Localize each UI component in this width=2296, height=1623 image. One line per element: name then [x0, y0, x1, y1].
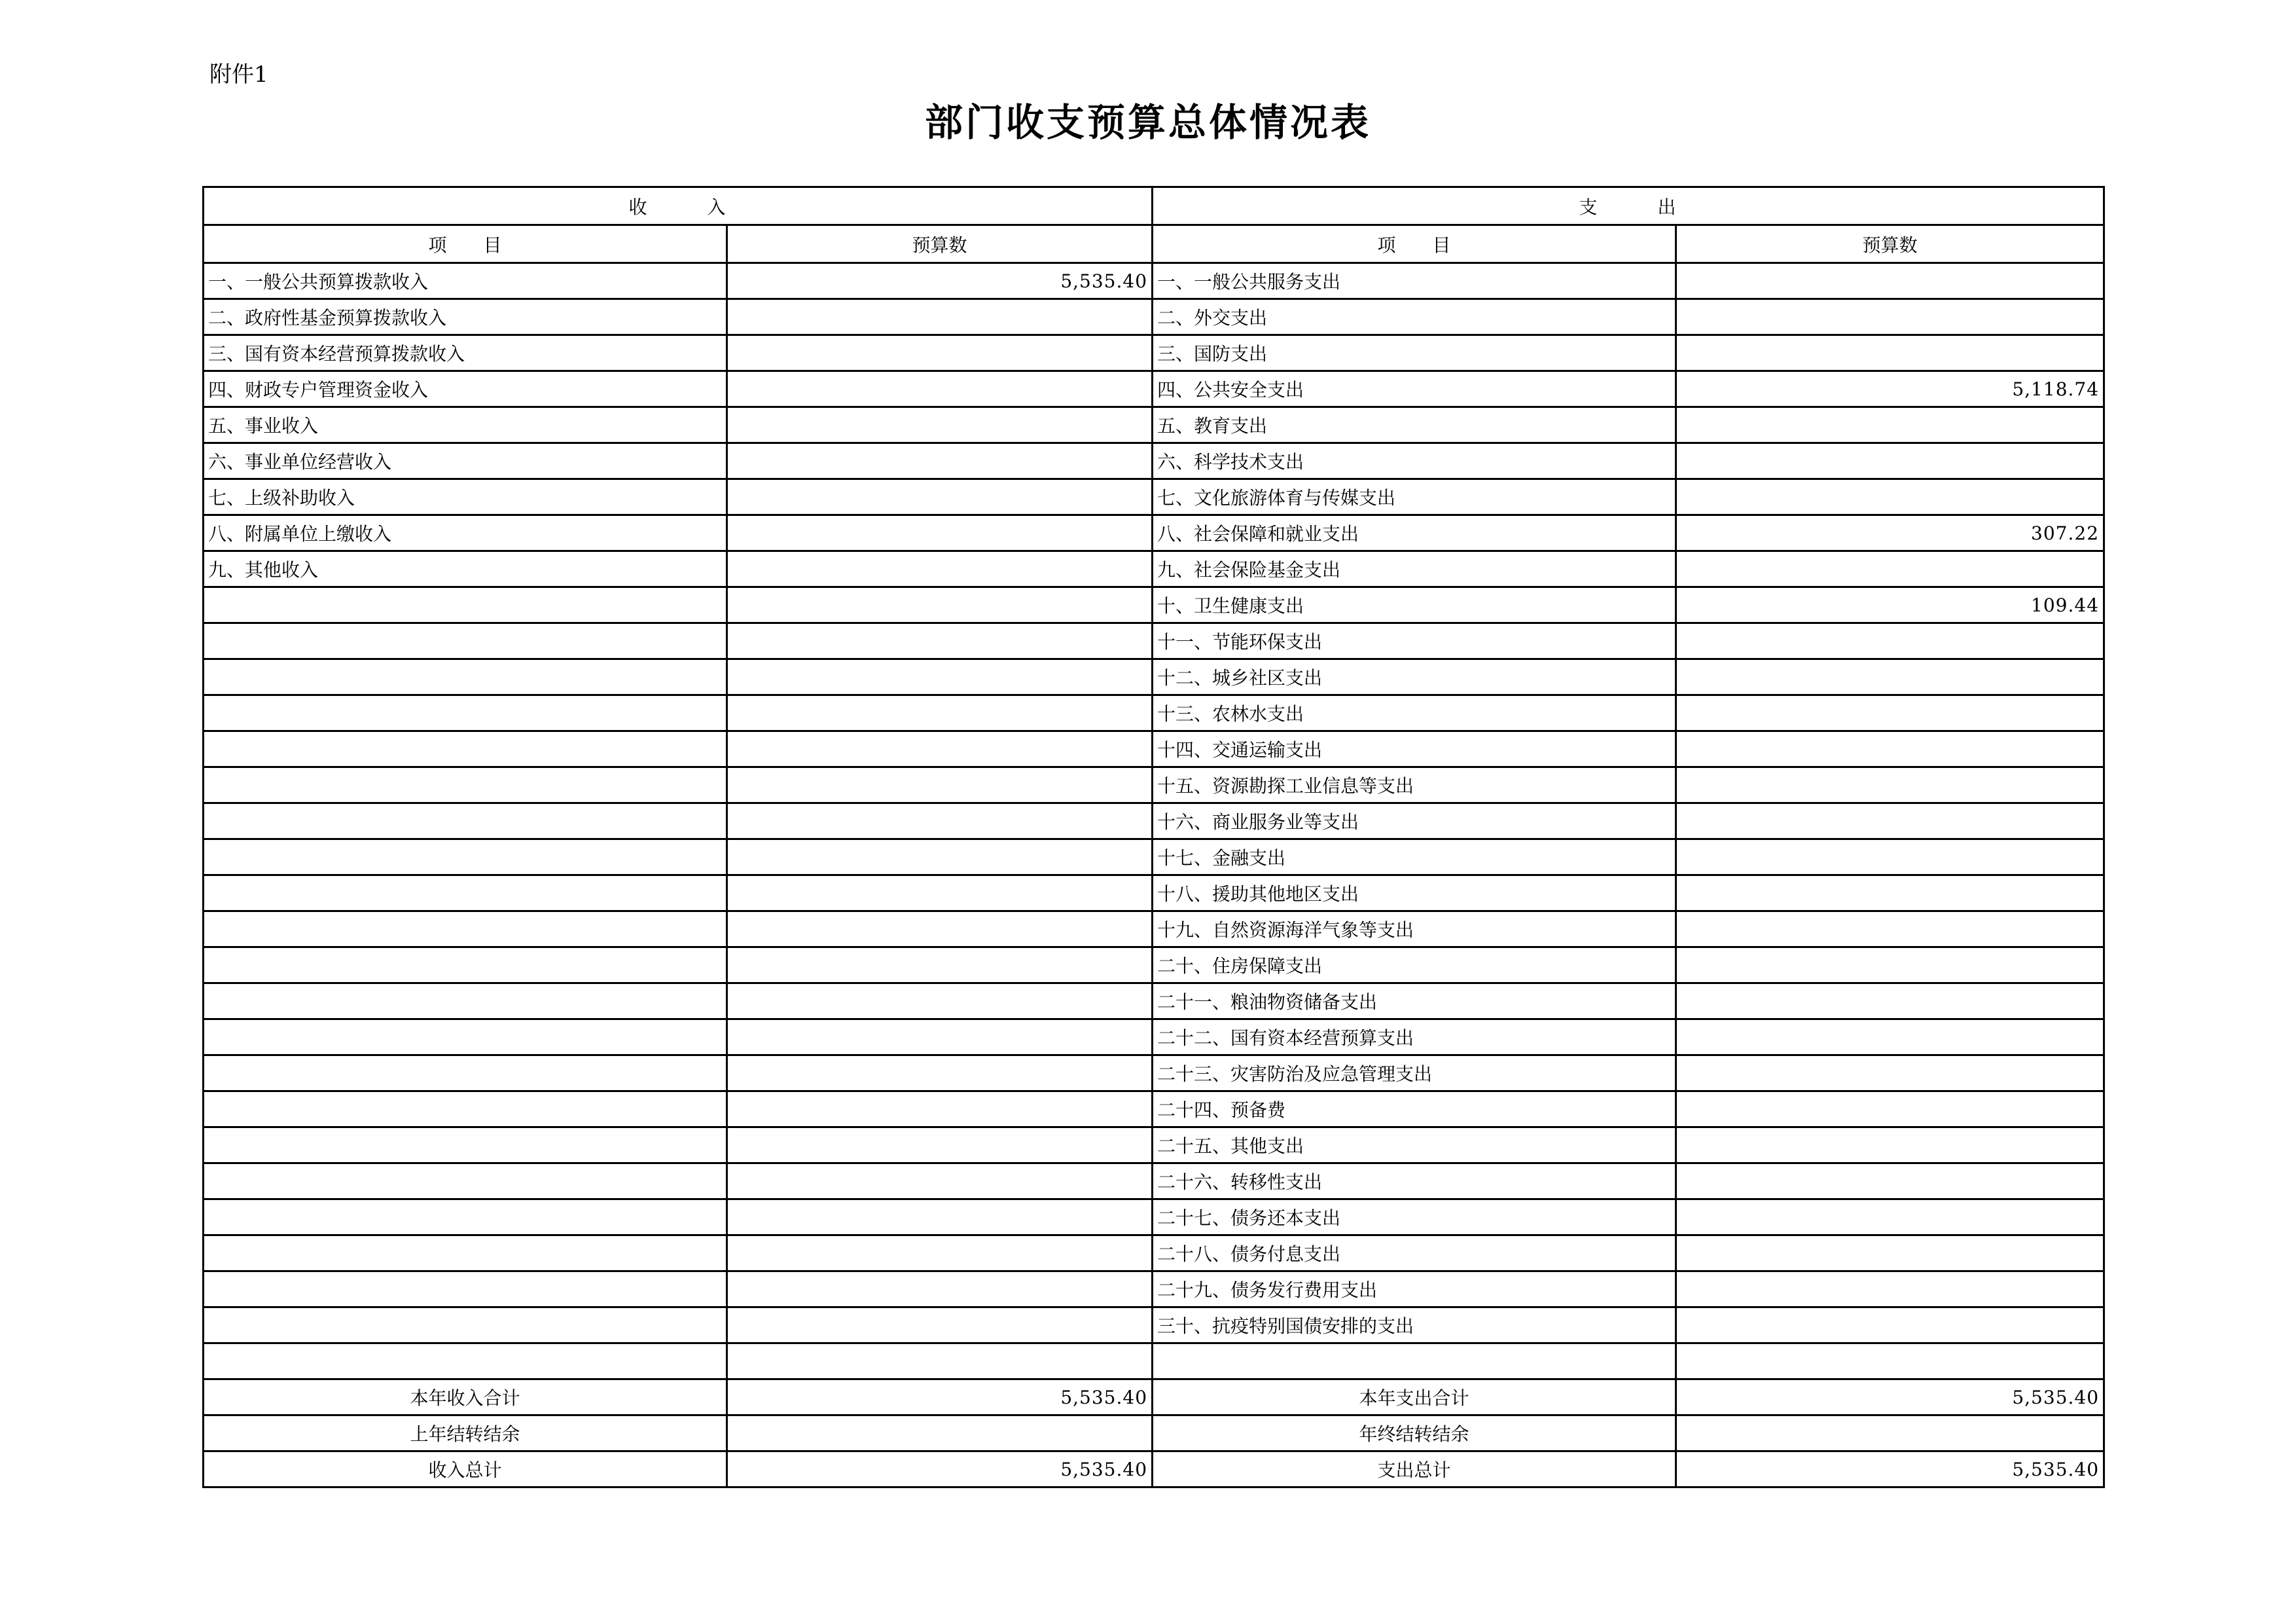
- expense-budget-cell: [1676, 1415, 2104, 1451]
- expense-item-cell: 六、科学技术支出: [1153, 443, 1676, 479]
- income-item-cell: 二、政府性基金预算拨款收入: [204, 299, 727, 335]
- expense-item-cell: 四、公共安全支出: [1153, 371, 1676, 407]
- expense-item-cell: 十、卫生健康支出: [1153, 587, 1676, 623]
- income-section-header: 收 入: [204, 187, 1153, 225]
- income-budget-cell: [727, 479, 1153, 515]
- expense-item-cell: 二十九、债务发行费用支出: [1153, 1271, 1676, 1307]
- table-row: [204, 515, 2104, 551]
- expense-budget-cell: [1676, 947, 2104, 983]
- table-row: [204, 659, 2104, 695]
- table-row: [204, 1235, 2104, 1271]
- expense-budget-cell: [1676, 1055, 2104, 1091]
- expense-budget-cell: 109.44: [1676, 587, 2104, 623]
- expense-item-cell: 二十四、预备费: [1153, 1091, 1676, 1127]
- expense-budget-cell: [1676, 443, 2104, 479]
- table-row: [204, 1091, 2104, 1127]
- income-item-cell: [204, 1127, 727, 1163]
- table-row: [204, 1199, 2104, 1235]
- income-item-cell: [204, 731, 727, 767]
- expense-budget-cell: [1676, 407, 2104, 443]
- expense-budget-cell: [1676, 479, 2104, 515]
- income-item-cell: [204, 983, 727, 1019]
- expense-budget-cell: [1676, 335, 2104, 371]
- income-item-header: 项 目: [204, 225, 727, 263]
- expense-budget-cell: [1676, 839, 2104, 875]
- expense-budget-cell: [1676, 551, 2104, 587]
- income-budget-cell: [727, 1235, 1153, 1271]
- table-row: [204, 695, 2104, 731]
- table-row: [204, 1019, 2104, 1055]
- income-budget-cell: [727, 1127, 1153, 1163]
- expense-budget-cell: [1676, 623, 2104, 659]
- table-row: [204, 839, 2104, 875]
- expense-budget-cell: [1676, 1019, 2104, 1055]
- expense-item-cell: 二十一、粮油物资储备支出: [1153, 983, 1676, 1019]
- expense-budget-cell: [1676, 299, 2104, 335]
- table-row: [204, 947, 2104, 983]
- expense-item-cell: 支出总计: [1153, 1451, 1676, 1487]
- expense-item-cell: 九、社会保险基金支出: [1153, 551, 1676, 587]
- income-item-cell: 九、其他收入: [204, 551, 727, 587]
- income-budget-cell: [727, 371, 1153, 407]
- expense-item-cell: 二十三、灾害防治及应急管理支出: [1153, 1055, 1676, 1091]
- income-item-cell: 五、事业收入: [204, 407, 727, 443]
- income-budget-cell: [727, 875, 1153, 911]
- income-item-cell: [204, 1091, 727, 1127]
- income-budget-cell: 5,535.40: [727, 1379, 1153, 1415]
- income-item-cell: 一、一般公共预算拨款收入: [204, 263, 727, 299]
- expense-budget-cell: [1676, 767, 2104, 803]
- expense-item-cell: 三十、抗疫特别国债安排的支出: [1153, 1307, 1676, 1343]
- expense-budget-cell: [1676, 1091, 2104, 1127]
- income-item-cell: [204, 767, 727, 803]
- table-row: [204, 911, 2104, 947]
- income-item-cell: [204, 839, 727, 875]
- income-item-cell: [204, 875, 727, 911]
- expense-item-cell: 本年支出合计: [1153, 1379, 1676, 1415]
- table-row: [204, 1271, 2104, 1307]
- income-item-cell: [204, 947, 727, 983]
- income-budget-cell: [727, 803, 1153, 839]
- expense-section-header: 支 出: [1153, 187, 2104, 225]
- income-item-cell: [204, 1019, 727, 1055]
- expense-item-cell: 十九、自然资源海洋气象等支出: [1153, 911, 1676, 947]
- income-item-cell: [204, 587, 727, 623]
- expense-item-cell: 二十七、债务还本支出: [1153, 1199, 1676, 1235]
- expense-item-cell: [1153, 1343, 1676, 1379]
- expense-budget-cell: [1676, 1235, 2104, 1271]
- table-row: [204, 335, 2104, 371]
- income-budget-cell: [727, 911, 1153, 947]
- table-row: [204, 1343, 2104, 1379]
- table-row: [204, 1055, 2104, 1091]
- expense-budget-cell: [1676, 659, 2104, 695]
- income-budget-cell: [727, 659, 1153, 695]
- table-row: [204, 371, 2104, 407]
- income-budget-cell: [727, 731, 1153, 767]
- income-budget-cell: [727, 587, 1153, 623]
- attachment-label: 附件1: [209, 62, 268, 88]
- total-row: [204, 1451, 2104, 1487]
- income-budget-cell: [727, 695, 1153, 731]
- income-item-cell: [204, 1235, 727, 1271]
- income-budget-cell: [727, 983, 1153, 1019]
- income-budget-cell: [727, 551, 1153, 587]
- income-budget-cell: [727, 1199, 1153, 1235]
- table-row: [204, 551, 2104, 587]
- income-budget-cell: [727, 443, 1153, 479]
- section-header-row: [204, 187, 2104, 225]
- income-budget-header: 预算数: [727, 225, 1153, 263]
- income-budget-cell: 5,535.40: [727, 263, 1153, 299]
- income-budget-cell: [727, 1271, 1153, 1307]
- expense-budget-cell: [1676, 1199, 2104, 1235]
- column-header-row: [204, 225, 2104, 263]
- income-item-cell: 六、事业单位经营收入: [204, 443, 727, 479]
- expense-item-cell: 八、社会保障和就业支出: [1153, 515, 1676, 551]
- expense-item-cell: 十六、商业服务业等支出: [1153, 803, 1676, 839]
- table-row: [204, 263, 2104, 299]
- expense-item-cell: 二十、住房保障支出: [1153, 947, 1676, 983]
- expense-budget-cell: [1676, 1127, 2104, 1163]
- expense-budget-cell: 307.22: [1676, 515, 2104, 551]
- expense-budget-cell: [1676, 731, 2104, 767]
- expense-item-header: 项 目: [1153, 225, 1676, 263]
- income-item-cell: 本年收入合计: [204, 1379, 727, 1415]
- income-budget-cell: [727, 1055, 1153, 1091]
- income-item-cell: 八、附属单位上缴收入: [204, 515, 727, 551]
- expense-item-cell: 十七、金融支出: [1153, 839, 1676, 875]
- table-row: [204, 803, 2104, 839]
- expense-budget-cell: [1676, 1307, 2104, 1343]
- expense-item-cell: 十一、节能环保支出: [1153, 623, 1676, 659]
- expense-budget-cell: [1676, 263, 2104, 299]
- income-budget-cell: [727, 335, 1153, 371]
- income-item-cell: 七、上级补助收入: [204, 479, 727, 515]
- expense-budget-cell: [1676, 1271, 2104, 1307]
- income-budget-cell: [727, 623, 1153, 659]
- income-budget-cell: [727, 1091, 1153, 1127]
- expense-item-cell: 年终结转结余: [1153, 1415, 1676, 1451]
- expense-item-cell: 十五、资源勘探工业信息等支出: [1153, 767, 1676, 803]
- income-budget-cell: [727, 1343, 1153, 1379]
- income-item-cell: [204, 803, 727, 839]
- expense-item-cell: 一、一般公共服务支出: [1153, 263, 1676, 299]
- total-row: [204, 1415, 2104, 1451]
- budget-table: [202, 186, 2105, 1488]
- income-budget-cell: [727, 515, 1153, 551]
- income-item-cell: [204, 623, 727, 659]
- table-row: [204, 875, 2104, 911]
- table-row: [204, 587, 2104, 623]
- expense-item-cell: 二十二、国有资本经营预算支出: [1153, 1019, 1676, 1055]
- table-row: [204, 1163, 2104, 1199]
- table-row: [204, 443, 2104, 479]
- page-title: 部门收支预算总体情况表: [924, 100, 1371, 145]
- expense-item-cell: 十三、农林水支出: [1153, 695, 1676, 731]
- expense-budget-cell: 5,118.74: [1676, 371, 2104, 407]
- table-row: [204, 299, 2104, 335]
- income-budget-cell: [727, 1163, 1153, 1199]
- income-budget-cell: [727, 1415, 1153, 1451]
- income-item-cell: 收入总计: [204, 1451, 727, 1487]
- expense-item-cell: 七、文化旅游体育与传媒支出: [1153, 479, 1676, 515]
- expense-budget-cell: [1676, 983, 2104, 1019]
- expense-budget-cell: [1676, 911, 2104, 947]
- total-row: [204, 1379, 2104, 1415]
- income-budget-cell: [727, 767, 1153, 803]
- income-item-cell: 上年结转结余: [204, 1415, 727, 1451]
- income-item-cell: 三、国有资本经营预算拨款收入: [204, 335, 727, 371]
- expense-item-cell: 十四、交通运输支出: [1153, 731, 1676, 767]
- income-item-cell: [204, 1199, 727, 1235]
- expense-item-cell: 十八、援助其他地区支出: [1153, 875, 1676, 911]
- expense-item-cell: 三、国防支出: [1153, 335, 1676, 371]
- expense-item-cell: 二、外交支出: [1153, 299, 1676, 335]
- income-budget-cell: [727, 839, 1153, 875]
- table-row: [204, 767, 2104, 803]
- income-item-cell: [204, 1055, 727, 1091]
- income-budget-cell: [727, 947, 1153, 983]
- budget-table-body: [204, 187, 2104, 1487]
- expense-item-cell: 二十八、债务付息支出: [1153, 1235, 1676, 1271]
- income-item-cell: [204, 695, 727, 731]
- expense-item-cell: 五、教育支出: [1153, 407, 1676, 443]
- expense-item-cell: 二十五、其他支出: [1153, 1127, 1676, 1163]
- income-item-cell: [204, 1343, 727, 1379]
- expense-budget-cell: [1676, 1343, 2104, 1379]
- expense-budget-cell: [1676, 875, 2104, 911]
- income-budget-cell: [727, 299, 1153, 335]
- expense-item-cell: 十二、城乡社区支出: [1153, 659, 1676, 695]
- table-row: [204, 1307, 2104, 1343]
- table-row: [204, 407, 2104, 443]
- table-row: [204, 983, 2104, 1019]
- income-item-cell: [204, 659, 727, 695]
- expense-budget-header: 预算数: [1676, 225, 2104, 263]
- income-budget-cell: 5,535.40: [727, 1451, 1153, 1487]
- income-item-cell: 四、财政专户管理资金收入: [204, 371, 727, 407]
- income-item-cell: [204, 1307, 727, 1343]
- expense-item-cell: 二十六、转移性支出: [1153, 1163, 1676, 1199]
- expense-budget-cell: [1676, 803, 2104, 839]
- expense-budget-cell: [1676, 1163, 2104, 1199]
- income-item-cell: [204, 1163, 727, 1199]
- income-item-cell: [204, 1271, 727, 1307]
- income-item-cell: [204, 911, 727, 947]
- table-row: [204, 623, 2104, 659]
- expense-budget-cell: 5,535.40: [1676, 1451, 2104, 1487]
- income-budget-cell: [727, 1019, 1153, 1055]
- table-row: [204, 1127, 2104, 1163]
- expense-budget-cell: [1676, 695, 2104, 731]
- income-budget-cell: [727, 1307, 1153, 1343]
- table-row: [204, 479, 2104, 515]
- expense-budget-cell: 5,535.40: [1676, 1379, 2104, 1415]
- income-budget-cell: [727, 407, 1153, 443]
- table-row: [204, 731, 2104, 767]
